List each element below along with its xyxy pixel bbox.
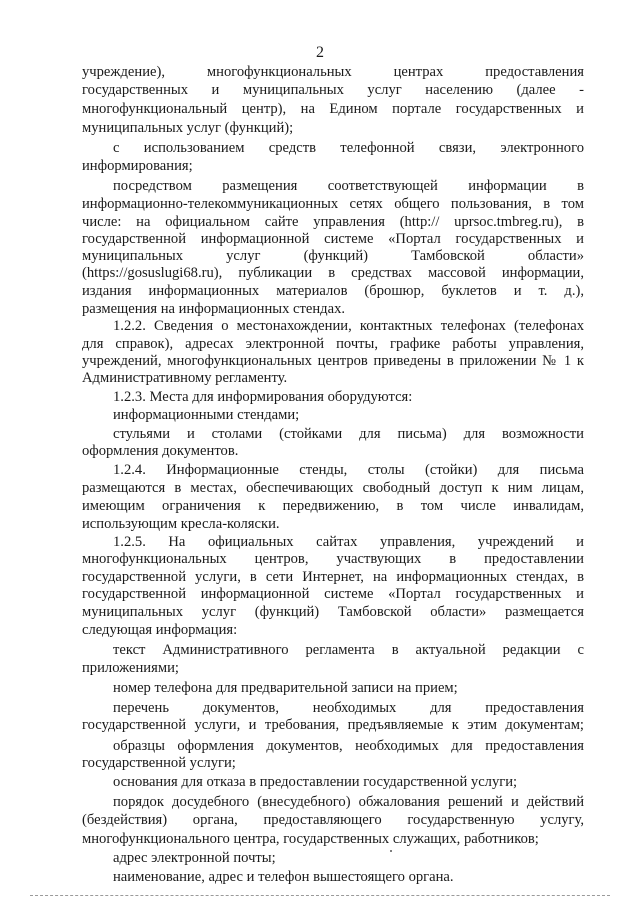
text-line: государственной информационной системе «Портал государственных и [82,231,584,247]
text-line: для справок), адресах электронной почты, графике работы управления, [82,336,584,352]
text-line: 1.2.4. Информационные стенды, столы (стойки) для письма [113,462,584,478]
scan-dot [390,850,392,852]
text-line: многофункциональный центр), на Едином портале государственных и [82,101,584,117]
text-line: текст Административного регламента в актуальной редакции с [113,642,584,658]
text-line: государственной услуги, в сети Интернет, на информационных стендах, в [82,569,584,585]
text-line: государственной услуги; [82,755,236,771]
text-line: номер телефона для предварительной записи на прием; [113,680,458,696]
text-line: размещения на информационных стендах. [82,301,346,317]
text-line: информационными стендами; [113,407,300,423]
text-line: оформления документов. [82,443,239,459]
text-line: муниципальных услуг (функций) Тамбовской области» [82,248,584,264]
text-line: 1.2.3. Места для информирования оборудуются: [113,389,413,405]
text-line: следующая информация: [82,622,238,638]
text-line: издания информационных материалов (брошюр, буклетов и т. д.), [82,283,584,299]
text-line: учреждений, многофункциональных центров приведены в приложении № 1 к [82,353,584,369]
text-line: 1.2.2. Сведения о местонахождении, контактных телефонах (телефонах [113,318,584,334]
text-line: многофункционального центра, государственных служащих, работников; [82,831,539,847]
scan-edge-line [30,895,610,896]
text-line: государственной услуги, и требования, предъявляемые к этим документам; [82,717,584,733]
text-line: стульями и столами (стойками для письма) для возможности [113,426,584,442]
text-line: основания для отказа в предоставлении государственной услуги; [113,774,518,790]
text-line: (https://gosuslugi68.ru), публикации в средствах массовой информации, [82,265,584,281]
text-line: использующим кресла-коляски. [82,516,280,532]
text-line: информирования; [82,158,193,174]
text-line: (бездействия) органа, предоставляющего государственную услугу, [82,812,584,828]
text-line: 1.2.5. На официальных сайтах управления, учреждений и [113,534,584,550]
text-line: порядок досудебного (внесудебного) обжалования решений и действий [113,794,584,810]
text-line: числе: на официальном сайте управления (http:// uprsoc.tmbreg.ru), в [82,214,584,230]
text-line: образцы оформления документов, необходимых для предоставления [113,738,584,754]
text-line: учреждение), многофункциональных центрах предоставления [82,64,584,80]
text-line: государственных и муниципальных услуг населению (далее - [82,82,584,98]
text-line: многофункциональных центров, участвующих в предоставлении [82,551,584,567]
text-line: посредством размещения соответствующей информации в [113,178,584,194]
text-line: имеющим ограничения к передвижению, в том числе инвалидам, [82,498,584,514]
text-line: информационно-телекоммуникационных сетях общего пользования, в том [82,196,584,212]
text-line: адрес электронной почты; [113,850,276,866]
text-line: наименование, адрес и телефон вышестоящего органа. [113,869,454,885]
text-line: с использованием средств телефонной связи, электронного [113,140,584,156]
text-line: приложениями; [82,660,179,676]
text-line: размещаются в местах, обеспечивающих свободный доступ к ним лицам, [82,480,584,496]
text-line: муниципальных услуг (функций); [82,120,294,136]
text-line: муниципальных услуг (функций) Тамбовской области» размещается [82,604,584,620]
page-number: 2 [316,44,324,61]
text-line: государственной информационной системе «Портал государственных и [82,586,584,602]
text-line: Административному регламенту. [82,370,288,386]
text-line: перечень документов, необходимых для предоставления [113,700,584,716]
